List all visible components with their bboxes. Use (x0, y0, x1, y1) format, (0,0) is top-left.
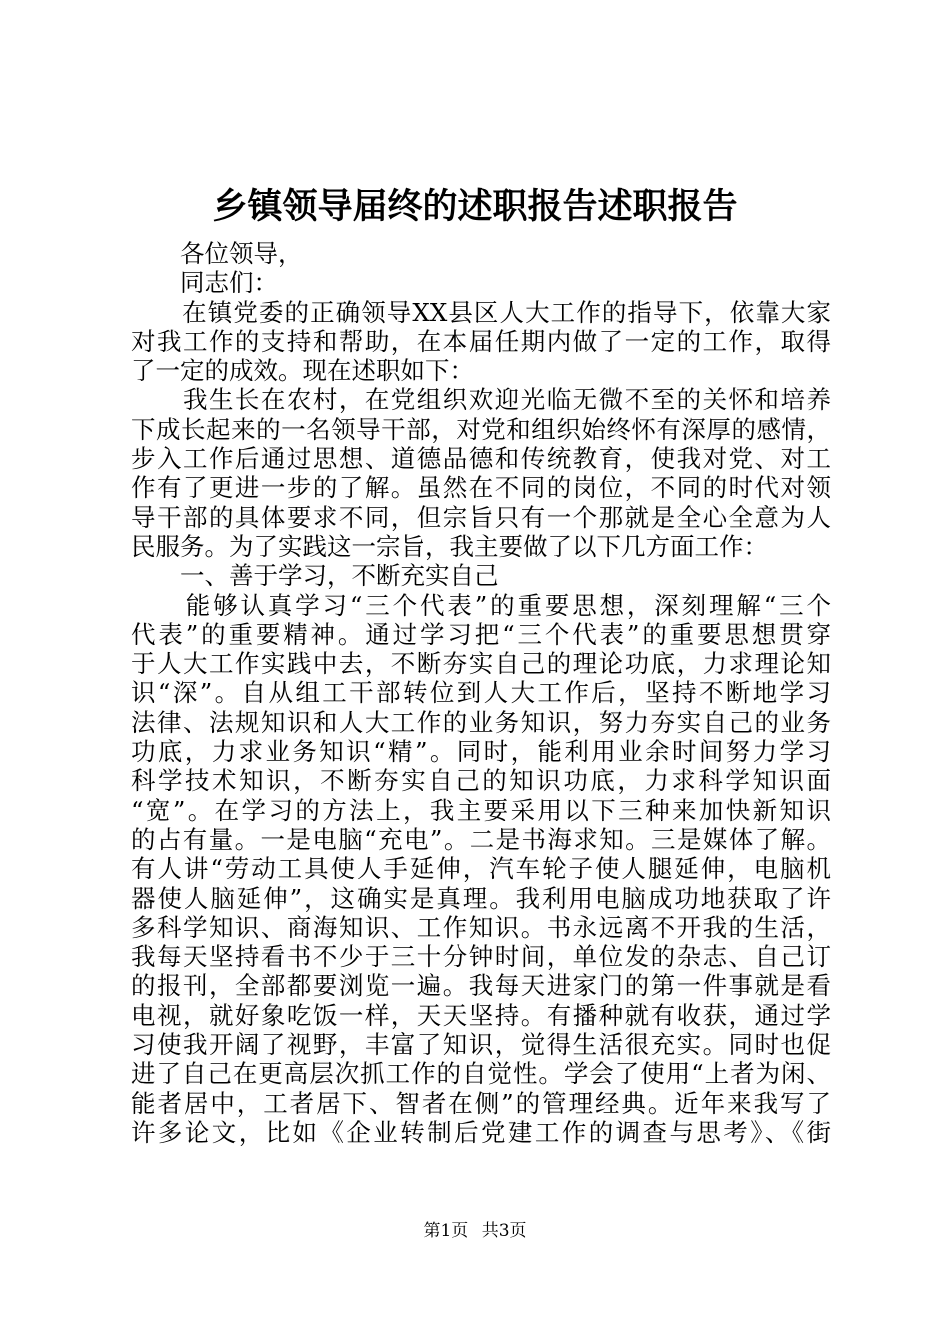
page-total: 共3页 (481, 1221, 527, 1241)
text-line: 在镇党委的正确领导XX县区人大工作的指导下，依靠大家 (131, 297, 831, 327)
text-line: 下成长起来的一名领导干部，对党和组织始终怀有深厚的感情， (131, 414, 831, 444)
text-line: 识“深”。自从组工干部转位到人大工作后，坚持不断地学习 (131, 678, 831, 708)
text-line: 器使人脑延伸”，这确实是真理。我利用电脑成功地获取了许 (131, 883, 831, 913)
document-body (131, 239, 831, 1147)
document-title: 乡镇领导届终的述职报告述职报告 (212, 186, 738, 227)
text-line: 许多论文，比如《企业转制后党建工作的调查与思考》、《街 (131, 1117, 831, 1147)
text-line: 有人讲“劳动工具使人手延伸，汽车轮子使人腿延伸，电脑机 (131, 854, 831, 884)
text-line: 了一定的成效。现在述职如下： (131, 356, 474, 386)
text-line: 于人大工作实践中去，不断夯实自己的理论功底，力求理论知 (131, 649, 831, 679)
text-line: 科学技术知识，不断夯实自己的知识功底，力求科学知识面 (131, 766, 831, 796)
text-line: 我每天坚持看书不少于三十分钟时间，单位发的杂志、自己订 (131, 942, 831, 972)
text-line: 习使我开阔了视野，丰富了知识，觉得生活很充实。同时也促 (131, 1030, 831, 1060)
text-line: 同志们： (131, 268, 278, 298)
text-line: “宽”。在学习的方法上，我主要采用以下三种来加快新知识 (131, 795, 831, 825)
text-line: 进了自己在更高层次抓工作的自觉性。学会了使用“上者为闲、 (131, 1059, 831, 1089)
text-line: 各位领导， (131, 239, 303, 268)
text-line: 一、善于学习，不断充实自己 (131, 561, 499, 591)
text-line: 我生长在农村，在党组织欢迎光临无微不至的关怀和培养 (131, 385, 831, 415)
page-footer (0, 1216, 950, 1241)
text-line: 的报刊，全部都要浏览一遍。我每天进家门的第一件事就是看 (131, 971, 831, 1001)
text-line: 电视，就好象吃饭一样，天天坚持。有播种就有收获，通过学 (131, 1000, 831, 1030)
text-line: 功底，力求业务知识“精”。同时，能利用业余时间努力学习 (131, 737, 831, 767)
page-number: 第1页 (423, 1221, 469, 1241)
text-line: 导干部的具体要求不同，但宗旨只有一个那就是全心全意为人 (131, 502, 831, 532)
text-line: 多科学知识、商海知识、工作知识。书永远离不开我的生活， (131, 912, 831, 942)
text-line: 民服务。为了实践这一宗旨，我主要做了以下几方面工作： (131, 531, 768, 561)
text-line: 的占有量。一是电脑“充电”。二是书海求知。三是媒体了解。 (131, 824, 831, 854)
text-line: 代表”的重要精神。通过学习把“三个代表”的重要思想贯穿 (131, 619, 831, 649)
text-line: 能够认真学习“三个代表”的重要思想，深刻理解“三个 (131, 590, 831, 620)
text-line: 作有了更进一步的了解。虽然在不同的岗位，不同的时代对领 (131, 473, 831, 503)
text-line: 法律、法规知识和人大工作的业务知识，努力夯实自己的业务 (131, 707, 831, 737)
text-line: 能者居中，工者居下、智者在侧”的管理经典。近年来我写了 (131, 1088, 831, 1118)
text-line: 对我工作的支持和帮助，在本届任期内做了一定的工作，取得 (131, 326, 831, 356)
text-line: 步入工作后通过思想、道德品德和传统教育，使我对党、对工 (131, 444, 831, 474)
